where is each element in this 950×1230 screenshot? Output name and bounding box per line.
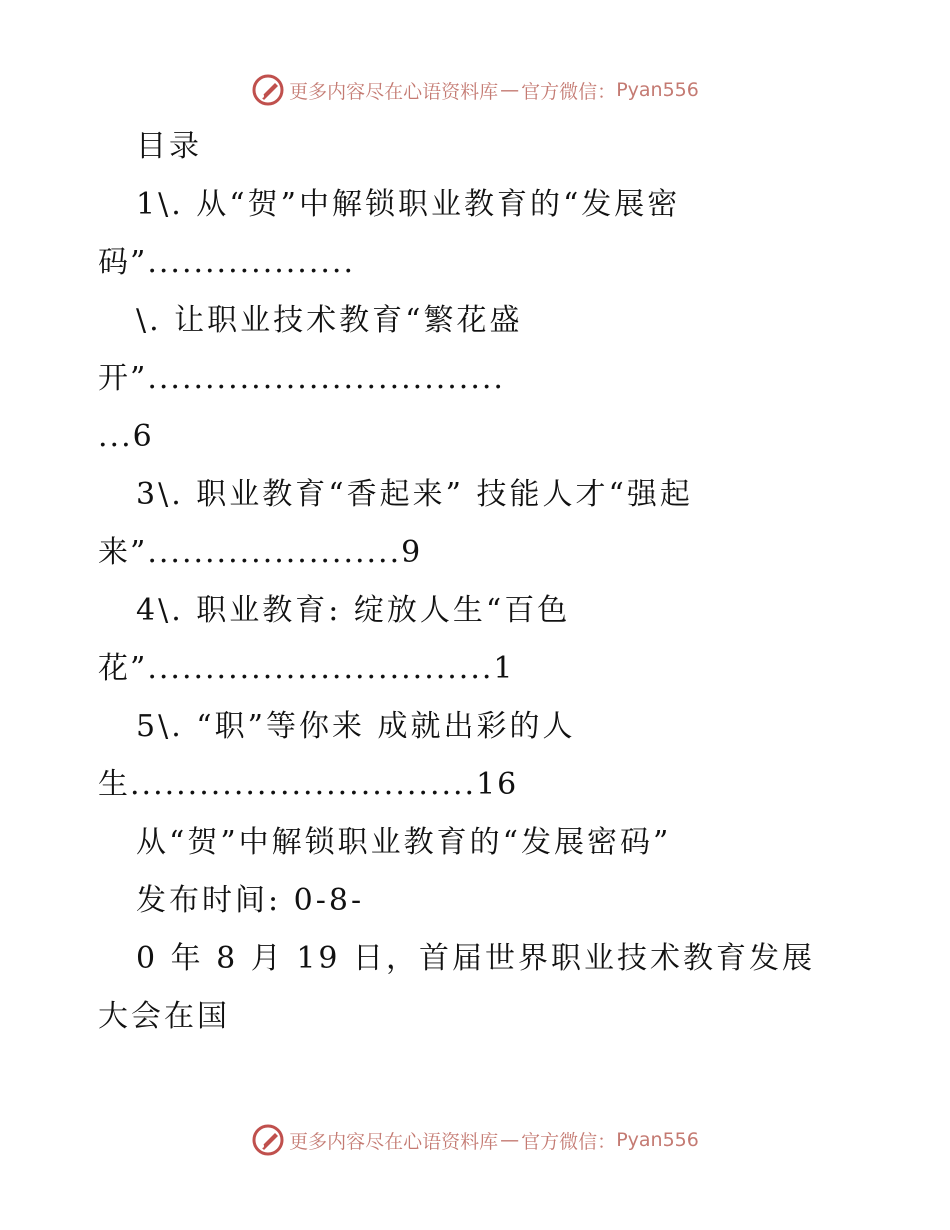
toc-item-4-cont: 花”..............................1 xyxy=(98,651,515,686)
watermark-site: 更多内容尽在心语资料库 xyxy=(289,1130,499,1153)
toc-item-4: 4\. 职业教育: 绽放人生“百色 xyxy=(136,593,571,628)
toc-item-1: 1\. 从“贺”中解锁职业教育的“发展密 xyxy=(136,187,681,222)
header-watermark xyxy=(0,70,950,110)
publish-time: 发布时间: 0-8- xyxy=(136,883,365,918)
toc-item-5: 5\. “职”等你来 成就出彩的人 xyxy=(136,709,576,744)
body-paragraph: 0 年 8 月 19 日，首届世界职业技术教育发展 xyxy=(136,941,816,976)
toc-item-2: \. 让职业技术教育“繁花盛 xyxy=(136,303,523,338)
pen-logo-icon xyxy=(251,1123,285,1157)
watermark-wechat-id: Pyan556 xyxy=(616,1129,699,1151)
toc-item-2-page: ...6 xyxy=(98,419,154,454)
toc-item-3-cont: 来”......................9 xyxy=(98,535,423,570)
watermark-separator: — xyxy=(500,79,520,101)
watermark-wechat-id: Pyan556 xyxy=(616,79,699,101)
pen-logo-icon xyxy=(251,73,285,107)
footer-watermark xyxy=(0,1120,950,1160)
toc-item-1-cont: 码”.................. xyxy=(98,245,355,280)
watermark-separator: — xyxy=(500,1129,520,1151)
document-body xyxy=(98,118,858,1046)
watermark-wechat-label: 官方微信： xyxy=(521,80,617,103)
toc-item-3: 3\. 职业教育“香起来” 技能人才“强起 xyxy=(136,477,693,512)
article-title: 从“贺”中解锁职业教育的“发展密码” xyxy=(136,825,672,860)
toc-item-2-cont: 开”............................... xyxy=(98,361,505,396)
watermark-wechat-label: 官方微信： xyxy=(521,1130,617,1153)
watermark-site: 更多内容尽在心语资料库 xyxy=(289,80,499,103)
toc-heading: 目录 xyxy=(136,129,202,164)
body-paragraph-cont: 大会在国 xyxy=(98,999,230,1034)
toc-item-5-cont: 生..............................16 xyxy=(98,767,519,802)
